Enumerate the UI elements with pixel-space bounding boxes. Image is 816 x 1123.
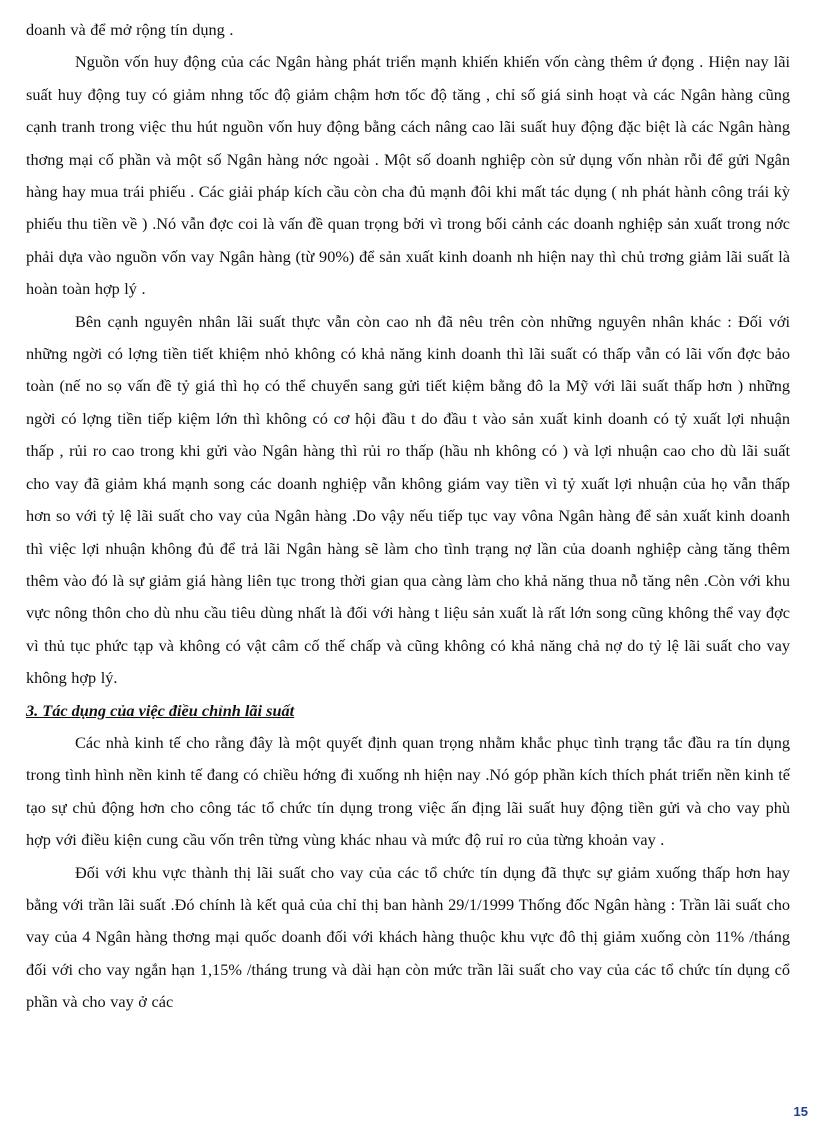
paragraph-urban-lending: Đối với khu vực thành thị lãi suất cho vay của các tổ chức tín dụng đã thực sự giảm xuống thấp hơn hay bằng với trần lãi suất .Đó chính là kết quả của chỉ thị ban hành 29/1/1999 Thống đốc Ngân hàng : Trần lãi suất cho vay của 4 Ngân hàng thơng mại quốc doanh đối với khách hàng thuộc khu vực đô thị giảm xuống còn 11% /tháng đối với cho vay ngắn hạn 1,15% /tháng trung và dài hạn còn mức trần lãi suất cho vay của các tổ chức tín dụng cổ phần và cho vay ở các <box>26 862 790 1012</box>
paragraph-continuation: doanh và để mở rộng tín dụng . <box>26 20 234 39</box>
paragraph-other-causes: Bên cạnh nguyên nhân lãi suất thực vẫn còn cao nh đã nêu trên còn những nguyên nhân khác : Đối với những ngời có lợng tiền tiết khiệm nhỏ không có khả năng kinh doanh thì lãi suất có thấp vẫn có lãi vốn đợc bảo toàn (nế no sọ vấn đề tỷ giá thì họ có thể chuyển sang gửi tiết kiệm bằng đô la Mỹ với lãi suất thấp hơn ) những ngời có lợng tiền tiếp kiệm lớn thì không có cơ hội đầu t do đầu t vào sản xuất kinh doanh có tỷ xuất lợi nhuận thấp , rủi ro cao trong khi gửi vào Ngân hàng thì rủi ro thấp (hầu nh không có ) và lợi nhuận cao cho dù lãi suất cho vay đã giảm khá mạnh song các doanh nghiệp vẫn không giám vay tiền vì tỷ xuất lợi nhuận của họ vẫn thấp hơn so với tỷ lệ lãi suất cho vay của Ngân hàng .Do vậy nếu tiếp tục vay vôna Ngân hàng để sản xuất kinh doanh thì việc lợi nhuận không đủ để trả lãi Ngân hàng sẽ làm cho tình trạng nợ lần của doanh nghiệp càng tăng thêm thêm vào đó là sự giảm giá hàng liên tục trong thời gian qua càng làm cho khả năng thua nỗ tăng nên .Còn với khu vực nông thôn cho dù nhu cầu tiêu dùng nhất là đối với hàng t liệu sản xuất là rất lớn song cũng không thể vay đợc vì thủ tục phức tạp và không có vật câm cố thế chấp và cũng không có khả năng chả nợ do tỷ lệ lãi suất cho vay không hợp lý. <box>26 311 790 688</box>
document-page <box>26 14 790 1019</box>
paragraph-economists-view: Các nhà kinh tế cho rằng đây là một quyết định quan trọng nhằm khắc phục tình trạng tắc đầu ra tín dụng trong tình hình nền kinh tế đang có chiều hớng đi xuống nh hiện nay .Nó góp phần kích thích phát triển nền kinh tế tạo sự chủ động hơn cho công tác tổ chức tín dụng trong việc ấn địng lãi suất huy động tiền gửi và cho vay phù hợp với điều kiện cung cầu vốn trên từng vùng khác nhau và mức độ ruỉ ro của từng khoản vay . <box>26 732 790 850</box>
paragraph-capital-mobilization: Nguồn vốn huy động của các Ngân hàng phát triển mạnh khiến khiến vốn càng thêm ứ đọng . Hiện nay lãi suất huy động tuy có giảm nhng tốc độ giảm chậm hơn tốc độ tăng , chỉ số giá sinh hoạt và các Ngân hàng cũng cạnh tranh trong việc thu hút nguồn vốn huy động bằng cách nâng cao lãi suất huy động đặc biệt là các Ngân hàng thơng mại cố phần và một số Ngân hàng nớc ngoài . Một số doanh nghiệp còn sử dụng vốn nhàn rỗi để gửi Ngân hàng hay mua trái phiếu . Các giải pháp kích cầu còn cha đủ mạnh đôi khi mất tác dụng ( nh phát hành công trái kỳ phiếu thu tiền về ) .Nó vẫn đợc coi là vấn đề quan trọng bởi vì trong bối cảnh các doanh nghiệp sản xuất trong nớc phải dựa vào nguồn vốn vay Ngân hàng (từ 90%) để sản xuất kinh doanh nh hiện nay thì chủ trơng giảm lãi suất là hoàn toàn hợp lý . <box>26 52 790 299</box>
page-number: 15 <box>793 1104 808 1119</box>
section-heading: 3. Tác dụng của việc điều chỉnh lãi suất <box>26 700 295 720</box>
